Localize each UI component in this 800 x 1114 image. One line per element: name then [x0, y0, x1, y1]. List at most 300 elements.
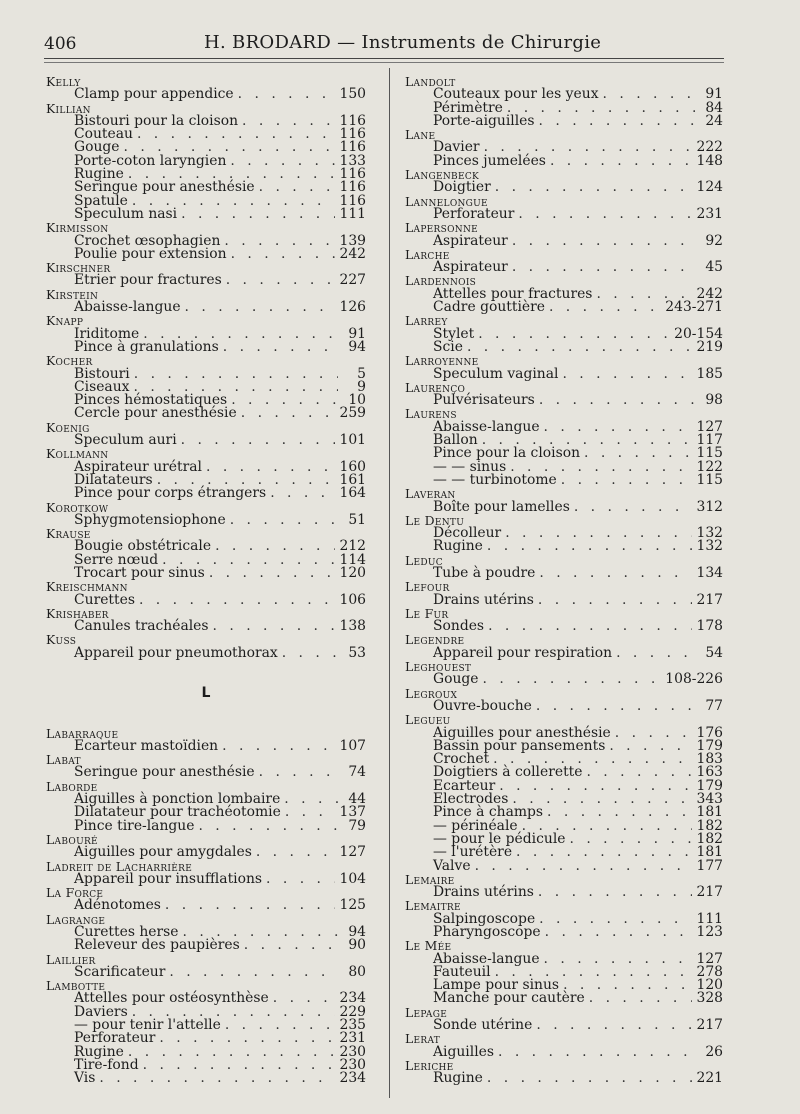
index-entry — [405, 540, 723, 553]
entry-label: Tube à poudre — [433, 564, 536, 581]
entry-label: Davier — [433, 139, 480, 156]
inventor-name: La Force — [46, 885, 104, 901]
entry-label: Bougie obstétricale — [74, 538, 212, 555]
entry-label: Aiguilles — [433, 1043, 494, 1060]
entry-label: — pour tenir l'attelle — [74, 1017, 221, 1034]
entry-page: 219 — [696, 338, 723, 355]
leader-dots — [547, 806, 692, 819]
entry-page: 182 — [696, 817, 723, 834]
inventor-name: Kirschner — [46, 260, 111, 276]
entry-label: Aspirateur urétral — [74, 458, 202, 475]
inventor-name: Lemaitre — [405, 898, 461, 914]
index-entry — [46, 870, 366, 887]
leader-dots — [266, 873, 335, 886]
index-entry — [405, 152, 723, 169]
leader-dots — [241, 407, 336, 420]
entry-page: 114 — [339, 551, 366, 568]
leader-dots — [544, 953, 693, 966]
entry-page: 5 — [357, 365, 366, 382]
entry-page: 84 — [705, 99, 723, 116]
entry-label: Iriditome — [74, 325, 140, 342]
entry-label: Abaisse-langue — [433, 950, 540, 967]
leader-dots — [467, 341, 693, 354]
entry-page: 231 — [696, 205, 723, 222]
inventor-name: Krishaber — [46, 605, 109, 621]
inventor-name: Leduc — [405, 552, 443, 568]
entry-label: Speculum nasi — [74, 205, 178, 222]
index-entry — [405, 886, 723, 899]
entry-label: Poulie pour extension — [74, 245, 227, 262]
leader-dots — [586, 766, 692, 779]
leader-dots — [282, 647, 338, 660]
index-entry — [405, 498, 723, 515]
inventor-name: Kocher — [46, 353, 93, 369]
index-entry — [405, 1043, 723, 1060]
entry-page: 122 — [696, 458, 723, 475]
spacer — [46, 660, 366, 673]
entry-page: 178 — [696, 618, 723, 635]
section-letter: L — [201, 684, 211, 701]
entry-page: 183 — [696, 751, 723, 768]
index-entry — [405, 564, 723, 581]
leader-dots — [516, 846, 692, 859]
entry-page: 343 — [696, 791, 723, 808]
leader-dots — [222, 740, 335, 753]
entry-label: Porte-aiguilles — [433, 112, 535, 129]
entry-page: 115 — [696, 445, 723, 462]
leader-dots — [538, 594, 693, 607]
index-entry — [46, 817, 366, 834]
entry-label: Couteaux pour les yeux — [433, 86, 599, 103]
entry-page: 108-226 — [665, 671, 723, 688]
entry-label: Appareil pour respiration — [433, 644, 613, 661]
entry-page: 230 — [339, 1043, 366, 1060]
entry-label: Bistouri — [74, 365, 130, 382]
entry-label: Seringue pour anesthésie — [74, 179, 255, 196]
entry-page: 132 — [696, 525, 723, 542]
leader-dots — [488, 620, 692, 633]
entry-label: Drains utérins — [433, 591, 534, 608]
entry-label: Scie — [433, 338, 463, 355]
entry-label: Perforateur — [74, 1030, 156, 1047]
leader-dots — [483, 673, 662, 686]
entry-label: Sonde utérine — [433, 1017, 533, 1034]
inventor-name: Kelly — [46, 74, 81, 89]
inventor-name: Legueu — [405, 712, 451, 728]
leader-dots — [206, 461, 336, 474]
entry-label: Aspirateur — [433, 232, 508, 249]
inventor-name: Larroyenne — [405, 353, 479, 369]
inventor-name: Laurens — [405, 406, 457, 422]
inventor-name: Korotkow — [46, 499, 109, 515]
inventor-name: Lapersonne — [405, 220, 478, 236]
entry-page: 90 — [348, 937, 366, 954]
leader-dots — [505, 527, 692, 540]
entry-label: Dilatateurs — [74, 471, 153, 488]
inventor-name: Lagrange — [46, 911, 106, 927]
entry-page: 116 — [339, 179, 366, 196]
leader-dots — [215, 540, 335, 553]
index-entry — [46, 620, 366, 633]
entry-page: 148 — [696, 152, 723, 169]
entry-page: 9 — [357, 378, 366, 395]
leader-dots — [231, 394, 338, 407]
inventor-name: Lemaire — [405, 871, 455, 887]
entry-page: 132 — [696, 538, 723, 555]
index-entry — [46, 939, 366, 952]
entry-label: Aiguilles pour anesthésie — [433, 724, 611, 741]
entry-page: 161 — [339, 471, 366, 488]
entry-label: Doigtiers à collerette — [433, 764, 583, 781]
index-entry — [405, 301, 723, 314]
inventor-name: Larche — [405, 246, 450, 262]
leader-dots — [545, 926, 693, 939]
entry-label: Pince pour corps étrangers — [74, 485, 267, 502]
entry-page: 234 — [339, 1070, 366, 1087]
entry-label: Pince pour la cloison — [433, 445, 581, 462]
column-divider — [389, 68, 390, 1098]
index-entry — [46, 511, 366, 528]
entry-label: Seringue pour anesthésie — [74, 764, 255, 781]
leader-dots — [495, 181, 693, 194]
index-entry — [405, 261, 723, 274]
entry-page: 44 — [348, 791, 366, 808]
leader-dots — [231, 248, 336, 261]
inventor-name: Lefour — [405, 579, 450, 595]
entry-page: 107 — [339, 737, 366, 754]
entry-label: Dilatateur pour trachéotomie — [74, 804, 281, 821]
entry-page: 91 — [348, 325, 366, 342]
entry-label: Pince à champs — [433, 804, 544, 821]
inventor-name: Lardennois — [405, 273, 477, 289]
entry-label: Rugine — [433, 538, 483, 555]
inventor-name: Kirmisson — [46, 220, 109, 236]
leader-dots — [284, 793, 338, 806]
inventor-name: Legendre — [405, 632, 465, 648]
inventor-name: Le Fur — [405, 605, 449, 621]
inventor-name: Knapp — [46, 313, 84, 329]
entry-label: Cercle pour anesthésie — [74, 405, 237, 422]
entry-label: Releveur des paupières — [74, 937, 240, 954]
leader-dots — [487, 1072, 693, 1085]
spacer — [46, 713, 366, 726]
inventor-name: Leriche — [405, 1057, 454, 1073]
entry-label: Etrier pour fractures — [74, 272, 222, 289]
inventor-name: Laillier — [46, 951, 96, 967]
inventor-name: Kreischmann — [46, 579, 128, 595]
entry-page: 126 — [339, 299, 366, 316]
index-entry — [46, 766, 366, 779]
index-entry — [46, 564, 366, 581]
inventor-name: Larrey — [405, 313, 448, 329]
inventor-name: Krause — [46, 526, 91, 542]
leader-dots — [507, 102, 695, 115]
entry-page: 117 — [696, 432, 723, 449]
leader-dots — [128, 1046, 336, 1059]
entry-page: 115 — [696, 471, 723, 488]
leader-dots — [181, 208, 335, 221]
leader-dots — [270, 487, 335, 500]
index-entry — [46, 245, 366, 262]
inventor-name: Koenig — [46, 419, 90, 435]
entry-page: 212 — [339, 538, 366, 555]
entry-page: 137 — [339, 804, 366, 821]
entry-page: 120 — [339, 564, 366, 581]
entry-page: 80 — [348, 963, 366, 980]
index-entry — [46, 737, 366, 754]
leader-dots — [198, 820, 338, 833]
entry-label: — — sinus — [433, 458, 507, 475]
entry-label: Ciseaux — [74, 378, 130, 395]
index-entry — [46, 487, 366, 500]
entry-label: Aiguilles à ponction lombaire — [74, 791, 281, 808]
leader-dots — [165, 899, 336, 912]
entry-label: Ecarteur mastoïdien — [74, 737, 219, 754]
entry-label: Appareil pour insufflations — [74, 870, 263, 887]
index-entry — [405, 926, 723, 939]
leader-dots — [209, 567, 336, 580]
leader-dots — [99, 1072, 335, 1085]
leader-dots — [609, 740, 692, 753]
entry-label: Adénotomes — [74, 897, 161, 914]
running-title: H. BRODARD — Instruments de Chirurgie — [204, 32, 602, 53]
leader-dots — [536, 1019, 692, 1032]
entry-label: Pince tire-langue — [74, 817, 195, 834]
entry-label: Périmètre — [433, 99, 503, 116]
entry-label: Perforateur — [433, 205, 515, 222]
entry-label: Vis — [74, 1070, 96, 1087]
index-entry — [46, 274, 366, 287]
leader-dots — [550, 155, 693, 168]
index-entry — [46, 963, 366, 980]
leader-dots — [498, 1046, 695, 1059]
entry-label: Fauteuil — [433, 963, 491, 980]
inventor-name: Ladreit de Lacharrière — [46, 858, 193, 874]
index-entry — [405, 365, 723, 382]
entry-page: 243-271 — [665, 299, 723, 316]
inventor-name: Kuss — [46, 632, 77, 648]
leader-dots — [230, 514, 338, 527]
entry-label: — pour le pédicule — [433, 830, 566, 847]
leader-dots — [285, 806, 336, 819]
entry-page: 54 — [705, 644, 723, 661]
leader-dots — [259, 766, 338, 779]
index-entry — [405, 394, 723, 407]
entry-label: Manche pour cautère — [433, 990, 585, 1007]
entry-page: 92 — [705, 232, 723, 249]
entry-page: 116 — [339, 112, 366, 129]
index-entry — [405, 181, 723, 194]
inventor-name: Kirstein — [46, 286, 99, 302]
leader-dots — [615, 727, 693, 740]
entry-page: 227 — [339, 272, 366, 289]
index-entry — [405, 1072, 723, 1085]
entry-page: 124 — [696, 179, 723, 196]
entry-page: 104 — [339, 870, 366, 887]
entry-page: 138 — [339, 618, 366, 635]
leader-dots — [478, 328, 670, 341]
index-entry — [46, 407, 366, 420]
leader-dots — [487, 540, 693, 553]
entry-page: 116 — [339, 139, 366, 156]
entry-label: Pinces jumelées — [433, 152, 546, 169]
entry-page: 116 — [339, 126, 366, 143]
index-entry — [46, 1072, 366, 1085]
entry-label: — l'urétère — [433, 844, 513, 861]
entry-label: Scarificateur — [74, 963, 166, 980]
entry-page: 181 — [696, 804, 723, 821]
inventor-name: Laveran — [405, 486, 456, 502]
index-entry — [405, 338, 723, 355]
entry-label: Daviers — [74, 1003, 128, 1020]
index-entry — [405, 205, 723, 222]
entry-page: 74 — [348, 764, 366, 781]
entry-label: Curettes herse — [74, 924, 179, 940]
entry-label: Sondes — [433, 618, 485, 635]
leader-dots — [561, 474, 693, 487]
right-column — [405, 75, 723, 1086]
entry-label: Stylet — [433, 325, 475, 342]
leader-dots — [226, 274, 336, 287]
leader-dots — [244, 939, 338, 952]
entry-page: 24 — [705, 112, 723, 129]
inventor-name: Kollmann — [46, 446, 109, 462]
entry-label: Bistouri pour la cloison — [74, 112, 239, 129]
inventor-name: Lane — [405, 127, 436, 143]
inventor-name: Labat — [46, 752, 81, 768]
leader-dots — [518, 208, 692, 221]
entry-page: 101 — [339, 432, 366, 449]
entry-label: Crochet — [433, 751, 490, 768]
leader-dots — [213, 620, 336, 633]
entry-label: Pince à granulations — [74, 338, 219, 355]
entry-page: 177 — [696, 857, 723, 874]
entry-label: Trocart pour sinus — [74, 564, 205, 581]
leader-dots — [475, 860, 693, 873]
index-entry — [46, 899, 366, 912]
index-entry — [46, 205, 366, 222]
leader-dots — [242, 115, 335, 128]
entry-label: Serre nœud — [74, 551, 159, 568]
entry-page: 164 — [339, 485, 366, 502]
entry-page: 53 — [348, 644, 366, 661]
inventor-name: Landolt — [405, 74, 456, 89]
leader-dots — [169, 966, 338, 979]
entry-label: Electrodes — [433, 791, 509, 808]
inventor-name: Langenbeck — [405, 167, 480, 183]
entry-page: 179 — [696, 737, 723, 754]
leader-dots — [137, 128, 336, 141]
entry-page: 10 — [348, 392, 366, 409]
inventor-name: Lerat — [405, 1031, 441, 1047]
leader-dots — [569, 833, 692, 846]
entry-label: Boîte pour lamelles — [433, 498, 570, 515]
page-number: 406 — [44, 34, 77, 54]
entry-page: 79 — [348, 817, 366, 834]
index-entry — [405, 471, 723, 488]
entry-page: 185 — [696, 365, 723, 382]
entry-page: 150 — [339, 86, 366, 103]
entry-page: 26 — [705, 1043, 723, 1060]
entry-page: 222 — [696, 139, 723, 156]
entry-page: 106 — [339, 591, 366, 608]
entry-page: 116 — [339, 166, 366, 183]
leader-dots — [159, 1032, 335, 1045]
leader-dots — [185, 301, 336, 314]
leader-dots — [181, 434, 336, 447]
entry-page: 221 — [696, 1070, 723, 1087]
inventor-name: Lepage — [405, 1004, 448, 1020]
entry-page: 231 — [339, 1030, 366, 1047]
header-rule — [44, 58, 724, 63]
index-entry — [405, 697, 723, 714]
leader-dots — [143, 1059, 336, 1072]
entry-label: Abaisse-langue — [74, 299, 181, 316]
entry-label: Salpingoscope — [433, 910, 536, 927]
entry-page: 217 — [696, 1017, 723, 1034]
entry-label: Crochet œsophagien — [74, 232, 221, 249]
leader-dots — [539, 913, 692, 926]
index-entry — [46, 591, 366, 608]
entry-page: 91 — [705, 86, 723, 103]
entry-label: Sphygmotensiophone — [74, 511, 226, 528]
entry-page: 278 — [696, 963, 723, 980]
leader-dots — [223, 341, 338, 354]
entry-label: Couteau — [74, 126, 133, 143]
inventor-name: Le Dentu — [405, 512, 465, 528]
entry-page: 116 — [339, 192, 366, 209]
leader-dots — [512, 261, 695, 274]
entry-page: 134 — [696, 564, 723, 581]
entry-page: 179 — [696, 777, 723, 794]
leader-dots — [562, 368, 692, 381]
entry-page: 139 — [339, 232, 366, 249]
index-entry — [46, 846, 366, 859]
entry-label: Ecarteur — [433, 777, 496, 794]
index-entry — [46, 301, 366, 314]
inventor-name: Labarraque — [46, 725, 119, 741]
leader-dots — [589, 992, 693, 1005]
entry-label: Attelles pour fractures — [433, 285, 593, 302]
leader-dots — [499, 780, 692, 793]
entry-label: Tire-fond — [74, 1056, 139, 1073]
entry-page: 230 — [339, 1056, 366, 1073]
entry-label: — périnéale — [433, 817, 518, 834]
entry-label: Drains utérins — [433, 884, 534, 901]
entry-label: Aspirateur — [433, 259, 508, 276]
entry-label: Speculum auri — [74, 432, 177, 449]
entry-label: Pulvérisateurs — [433, 392, 535, 409]
leader-dots — [544, 421, 693, 434]
entry-label: Canules trachéales — [74, 618, 209, 635]
entry-page: 77 — [705, 697, 723, 714]
index-entry — [405, 112, 723, 129]
entry-page: 98 — [705, 392, 723, 409]
entry-page: 20-154 — [674, 325, 723, 342]
leader-dots — [539, 567, 692, 580]
entry-label: Ballon — [433, 432, 478, 449]
entry-label: Gouge — [74, 139, 120, 156]
leader-dots — [603, 88, 695, 101]
entry-page: 259 — [339, 405, 366, 422]
entry-page: 123 — [696, 924, 723, 940]
leader-dots — [539, 394, 695, 407]
entry-label: Spatule — [74, 192, 128, 209]
entry-page: 328 — [696, 990, 723, 1007]
entry-page: 217 — [696, 591, 723, 608]
leader-dots — [616, 647, 695, 660]
inventor-name: Laborde — [46, 778, 98, 794]
